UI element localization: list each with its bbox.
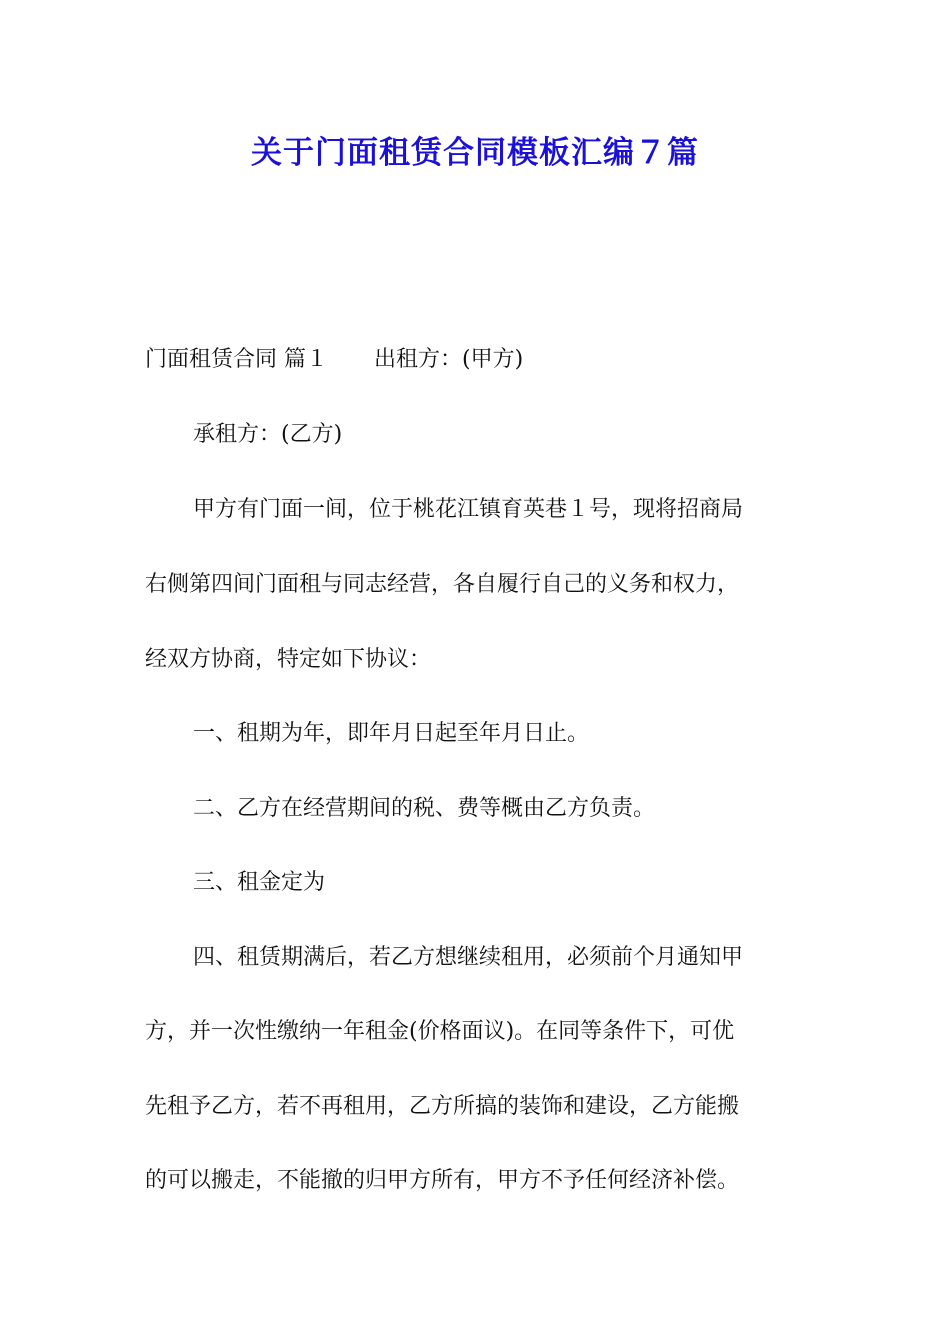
clause-2: 二、乙方在经营期间的税、费等概由乙方负责。	[193, 796, 656, 821]
paragraph-line: 方，并一次性缴纳一年租金(价格面议)。在同等条件下，可优	[145, 1019, 735, 1044]
lessee-line: 承租方：(乙方)	[193, 422, 343, 447]
paragraph-line: 甲方有门面一间，位于桃花江镇育英巷１号，现将招商局	[193, 497, 744, 522]
section-heading	[145, 343, 815, 377]
clause-1: 一、租期为年，即年月日起至年月日止。	[193, 721, 590, 746]
paragraph-line: 先租予乙方，若不再租用，乙方所搞的装饰和建设，乙方能搬	[145, 1094, 740, 1119]
document-title: 关于门面租赁合同模板汇编７篇	[251, 135, 699, 171]
paragraph-line: 的可以搬走，不能撤的归甲方所有，甲方不予任何经济补偿。	[145, 1168, 740, 1193]
paragraph-line: 经双方协商，特定如下协议：	[145, 647, 432, 672]
lessor-line: 出租方：(甲方)	[374, 347, 524, 372]
paragraph-line: 右侧第四间门面租与同志经营，各自履行自己的义务和权力，	[145, 572, 740, 597]
clause-3: 三、租金定为	[193, 870, 326, 895]
clause-4: 四、租赁期满后，若乙方想继续租用，必须前个月通知甲	[193, 945, 744, 970]
section-heading-label: 门面租赁合同 篇１	[145, 347, 328, 372]
